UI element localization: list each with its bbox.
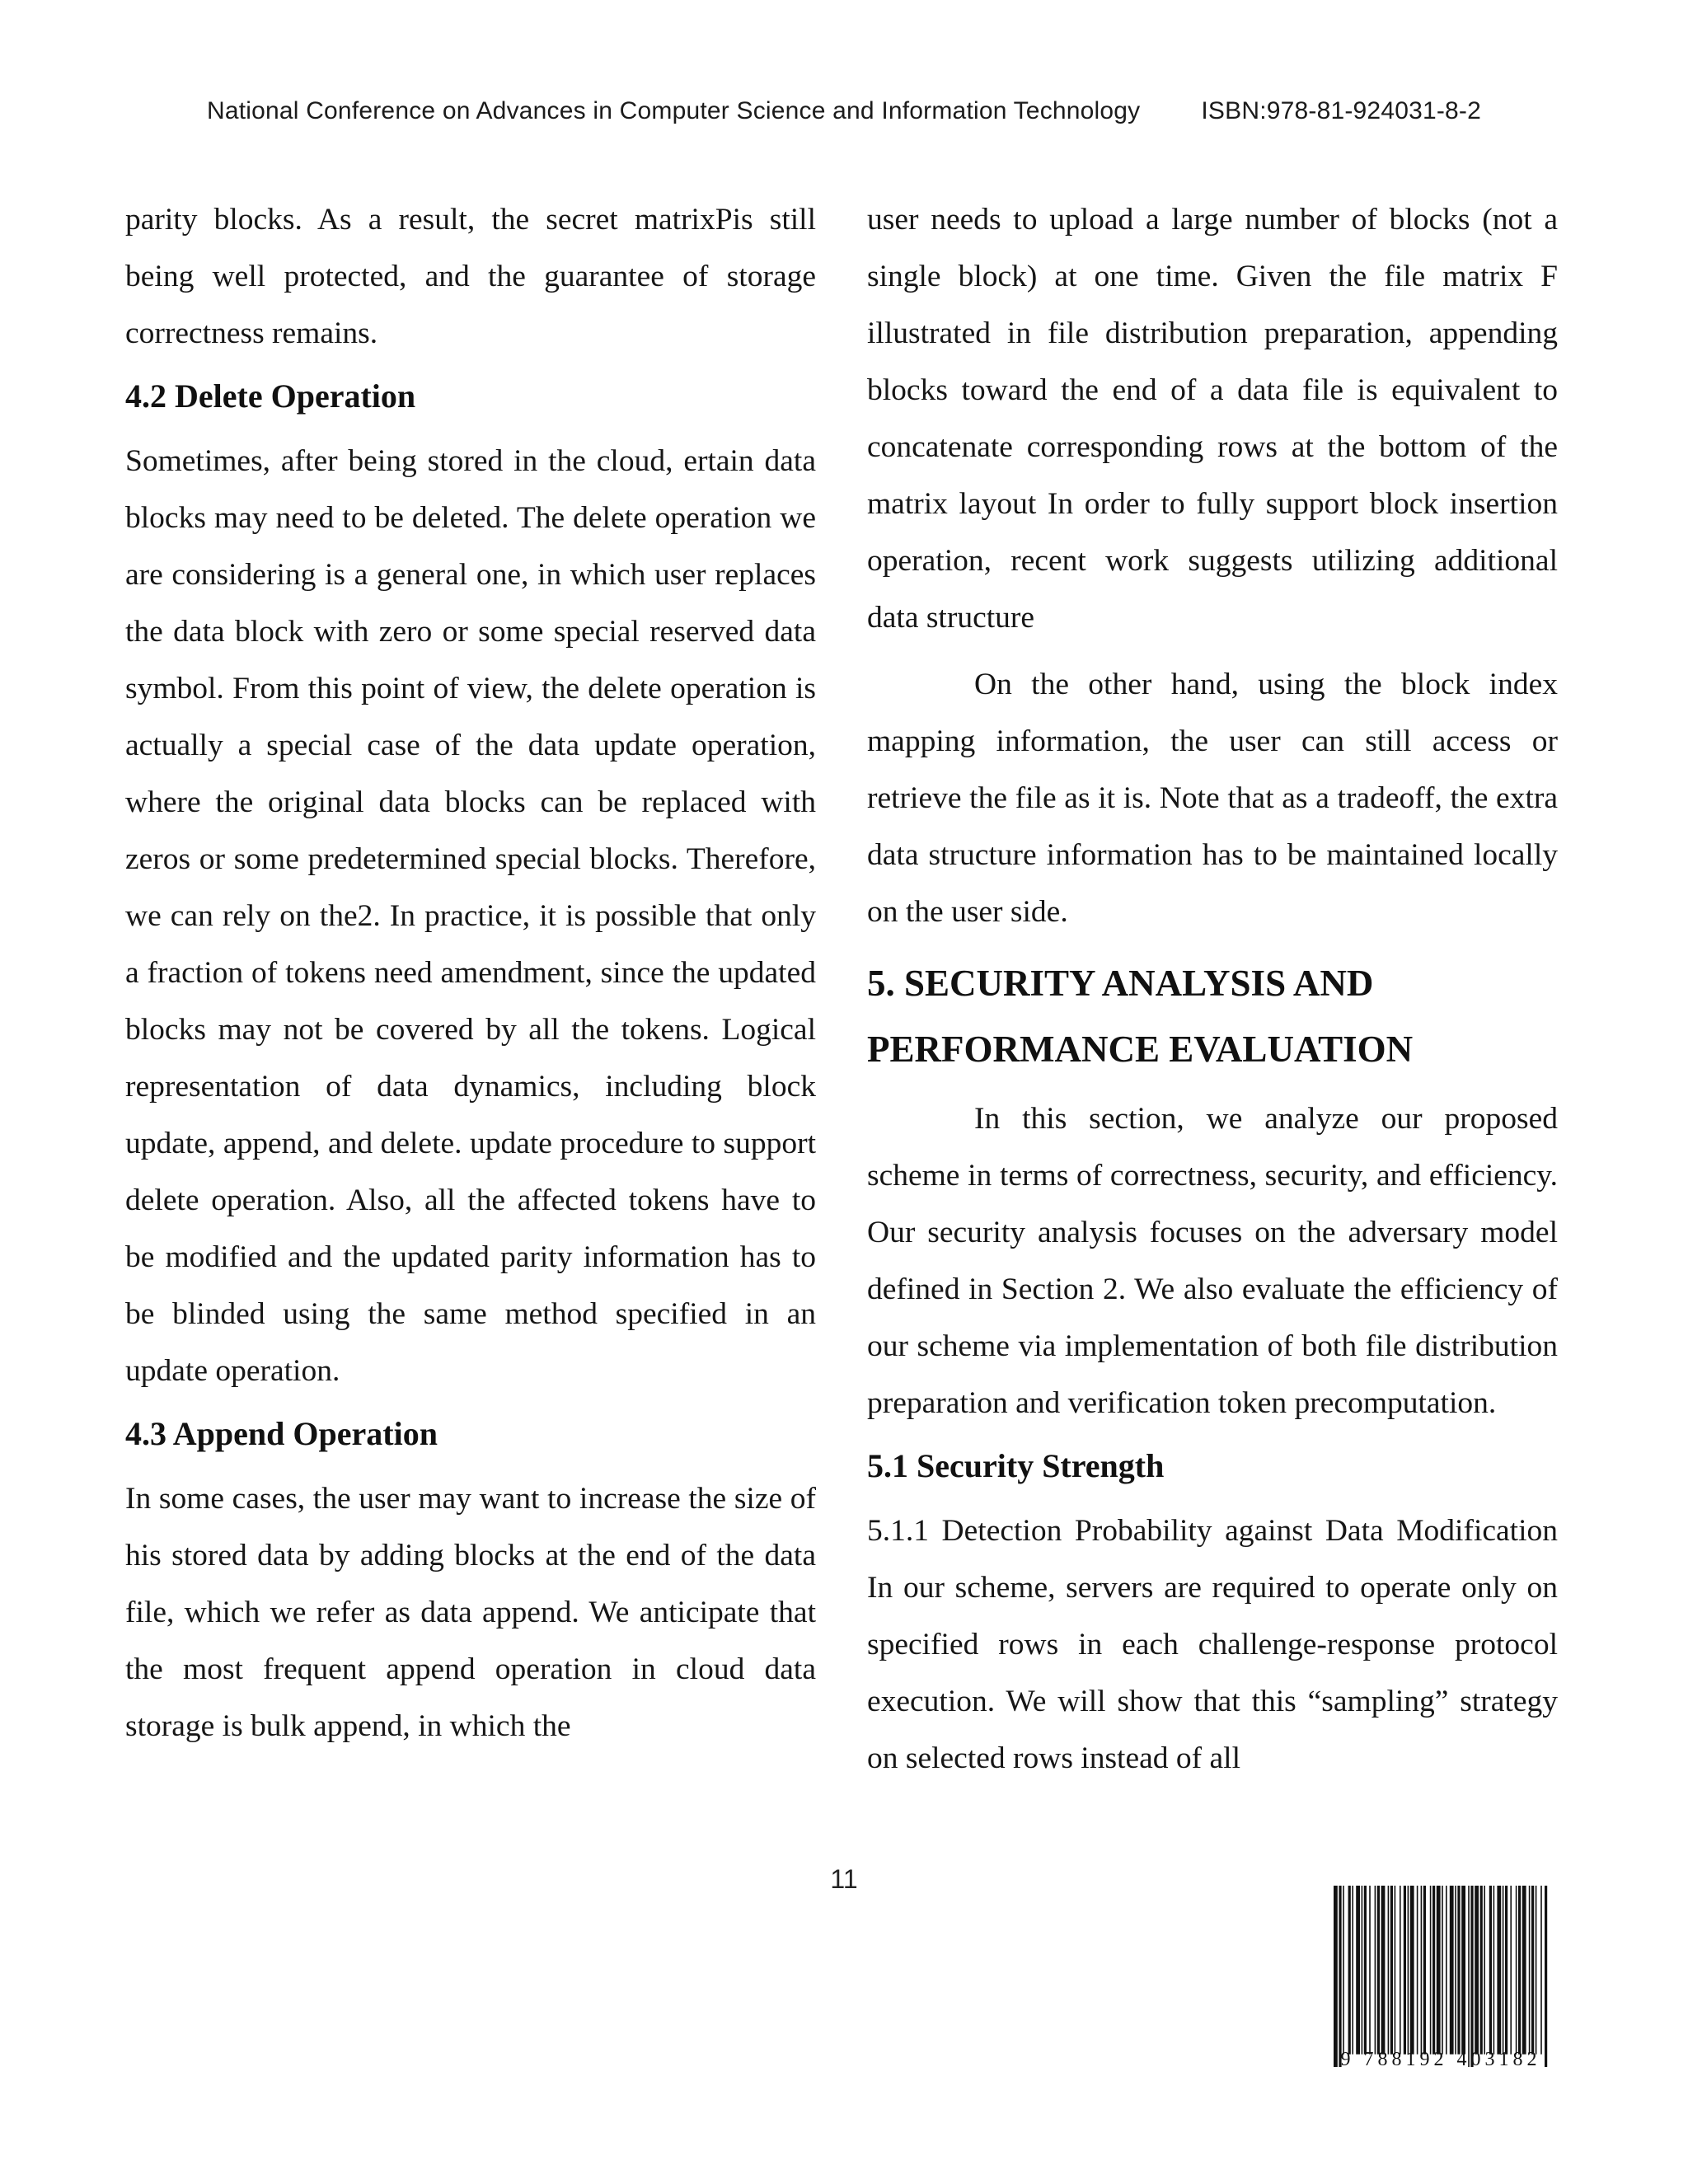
barcode-bar <box>1461 1886 1465 2055</box>
barcode-bar <box>1450 1886 1454 2055</box>
barcode-bar <box>1334 1886 1338 2067</box>
barcode-bar <box>1362 1886 1363 2055</box>
paragraph: In some cases, the user may want to increase the size of his stored data by adding blocks at the end of the data file, which we refer as data append. We anticipate that the most frequent append operation in cloud data storage is bulk append, in which the <box>125 1482 816 1743</box>
barcode-bar <box>1457 1886 1460 2055</box>
barcode-digits: 9 788192 403182 <box>1340 2049 1541 2070</box>
left-column <box>125 191 816 1755</box>
barcode-bar <box>1404 1886 1406 2055</box>
barcode-bar <box>1480 1886 1483 2055</box>
paragraph: 5.1.1 Detection Probability against Data Modification In our scheme, servers are required to operate only on specified rows in each challenge-response protocol execution. We will show that this “sampling” strategy on selected rows instead of all <box>867 1514 1558 1775</box>
barcode-bar <box>1518 1886 1521 2055</box>
barcode-bar <box>1408 1886 1409 2055</box>
paragraph: user needs to upload a large number of blocks (not a single block) at one time. Given the file matrix F illustrated in file distribution preparation, appending blocks toward the end of a data file is equivalent to concatenate corresponding rows at the bottom of the matrix layout In order to fully support block insertion operation, recent work suggests utilizing additional data structure <box>867 203 1558 635</box>
barcode-bar <box>1364 1886 1367 2055</box>
paragraph: On the other hand, using the block index mapping information, the user can still access or retrieve the file as it is. Note that as a tradeoff, the extra data structure information has to be maintained locally on the user side. <box>867 668 1558 929</box>
section-heading-5-line2: PERFORMANCE EVALUATION <box>867 1029 1414 1070</box>
barcode-bar <box>1339 1886 1341 2067</box>
barcode-bar <box>1484 1886 1485 2055</box>
barcode-bar <box>1430 1886 1432 2055</box>
barcode-bar <box>1531 1886 1534 2055</box>
conference-title: National Conference on Advances in Computer Science and Information Technology <box>206 97 1141 124</box>
barcode-bar <box>1356 1886 1360 2055</box>
barcode-bar <box>1410 1886 1414 2055</box>
barcode-bar <box>1510 1886 1512 2055</box>
barcode-bar <box>1455 1886 1456 2055</box>
barcode-bar <box>1377 1886 1380 2055</box>
paragraph: In this section, we analyze our proposed scheme in terms of correctness, security, and efficiency. Our security analysis focuses on the adversary model defined in Section 2. We also evaluate the efficiency of our scheme via implementation of both file distribution preparation and verification token precomputation. <box>867 1102 1558 1420</box>
barcode-bar <box>1437 1886 1441 2055</box>
isbn-barcode-icon <box>1330 1886 1551 2067</box>
barcode-bar <box>1423 1886 1426 2055</box>
barcode-bar <box>1343 1886 1344 2055</box>
barcode-bar <box>1516 1886 1517 2055</box>
right-column <box>867 191 1558 1787</box>
barcode-bar <box>1468 1886 1470 2067</box>
section-heading-5 <box>867 950 1558 1082</box>
barcode-bar <box>1446 1886 1447 2055</box>
running-header <box>0 97 1688 125</box>
barcode-bar <box>1493 1886 1495 2055</box>
barcode-bar <box>1369 1886 1371 2055</box>
barcode-bar <box>1536 1886 1537 2055</box>
barcode-bar <box>1432 1886 1435 2055</box>
barcode-bar <box>1529 1886 1531 2055</box>
barcode-bar <box>1505 1886 1507 2055</box>
barcode-bar <box>1470 1886 1473 2067</box>
barcode-bar <box>1442 1886 1443 2055</box>
barcode-bar <box>1522 1886 1526 2055</box>
barcode-bar <box>1475 1886 1479 2055</box>
barcode-bar <box>1352 1886 1353 2055</box>
barcode-bar <box>1497 1886 1501 2055</box>
section-heading-4-3: 4.3 Append Operation <box>125 1415 438 1452</box>
barcode-bar <box>1545 1886 1547 2067</box>
barcode-bar <box>1390 1886 1393 2055</box>
barcode-bar <box>1375 1886 1376 2055</box>
isbn-label: ISBN:978-81-924031-8-2 <box>1201 97 1482 124</box>
section-heading-5-line1: 5. SECURITY ANALYSIS AND <box>867 963 1374 1004</box>
barcode-bar <box>1417 1886 1418 2055</box>
section-heading-5-1: 5.1 Security Strength <box>867 1447 1165 1484</box>
barcode-bar <box>1421 1886 1423 2055</box>
barcode-bar <box>1489 1886 1492 2055</box>
barcode-bar <box>1503 1886 1504 2055</box>
paragraph: Sometimes, after being stored in the cloud, ertain data blocks may need to be deleted. The delete operation we are considering is a general one, in which user replaces the data block with zero or some special reserved data symbol. From this point of view, the delete operation is actually a special case of the data update operation, where the original data blocks can be replaced with zeros or some predetermined special blocks. Therefore, we can rely on the2. In practice, it is possible that only a fraction of tokens need amendment, since the updated blocks may not be covered by all the tokens. Logical representation of data dynamics, including block update, append, and delete. update procedure to support delete operation. Also, all the affected tokens have to be modified and the updated parity information has to be blinded using the same method specified in an update operation. <box>125 444 816 1388</box>
barcode-bar <box>1348 1886 1351 2055</box>
section-heading-4-2: 4.2 Delete Operation <box>125 377 416 415</box>
barcode-bar <box>1395 1886 1396 2055</box>
page-number: 11 <box>830 1864 858 1894</box>
barcode-bar <box>1400 1886 1401 2055</box>
barcode-bar <box>1540 1886 1542 2055</box>
barcode-bar <box>1388 1886 1390 2055</box>
paragraph: parity blocks. As a result, the secret matrixPis still being well protected, and the guarantee of storage correctness remains. <box>125 203 816 350</box>
barcode-bar <box>1381 1886 1386 2055</box>
